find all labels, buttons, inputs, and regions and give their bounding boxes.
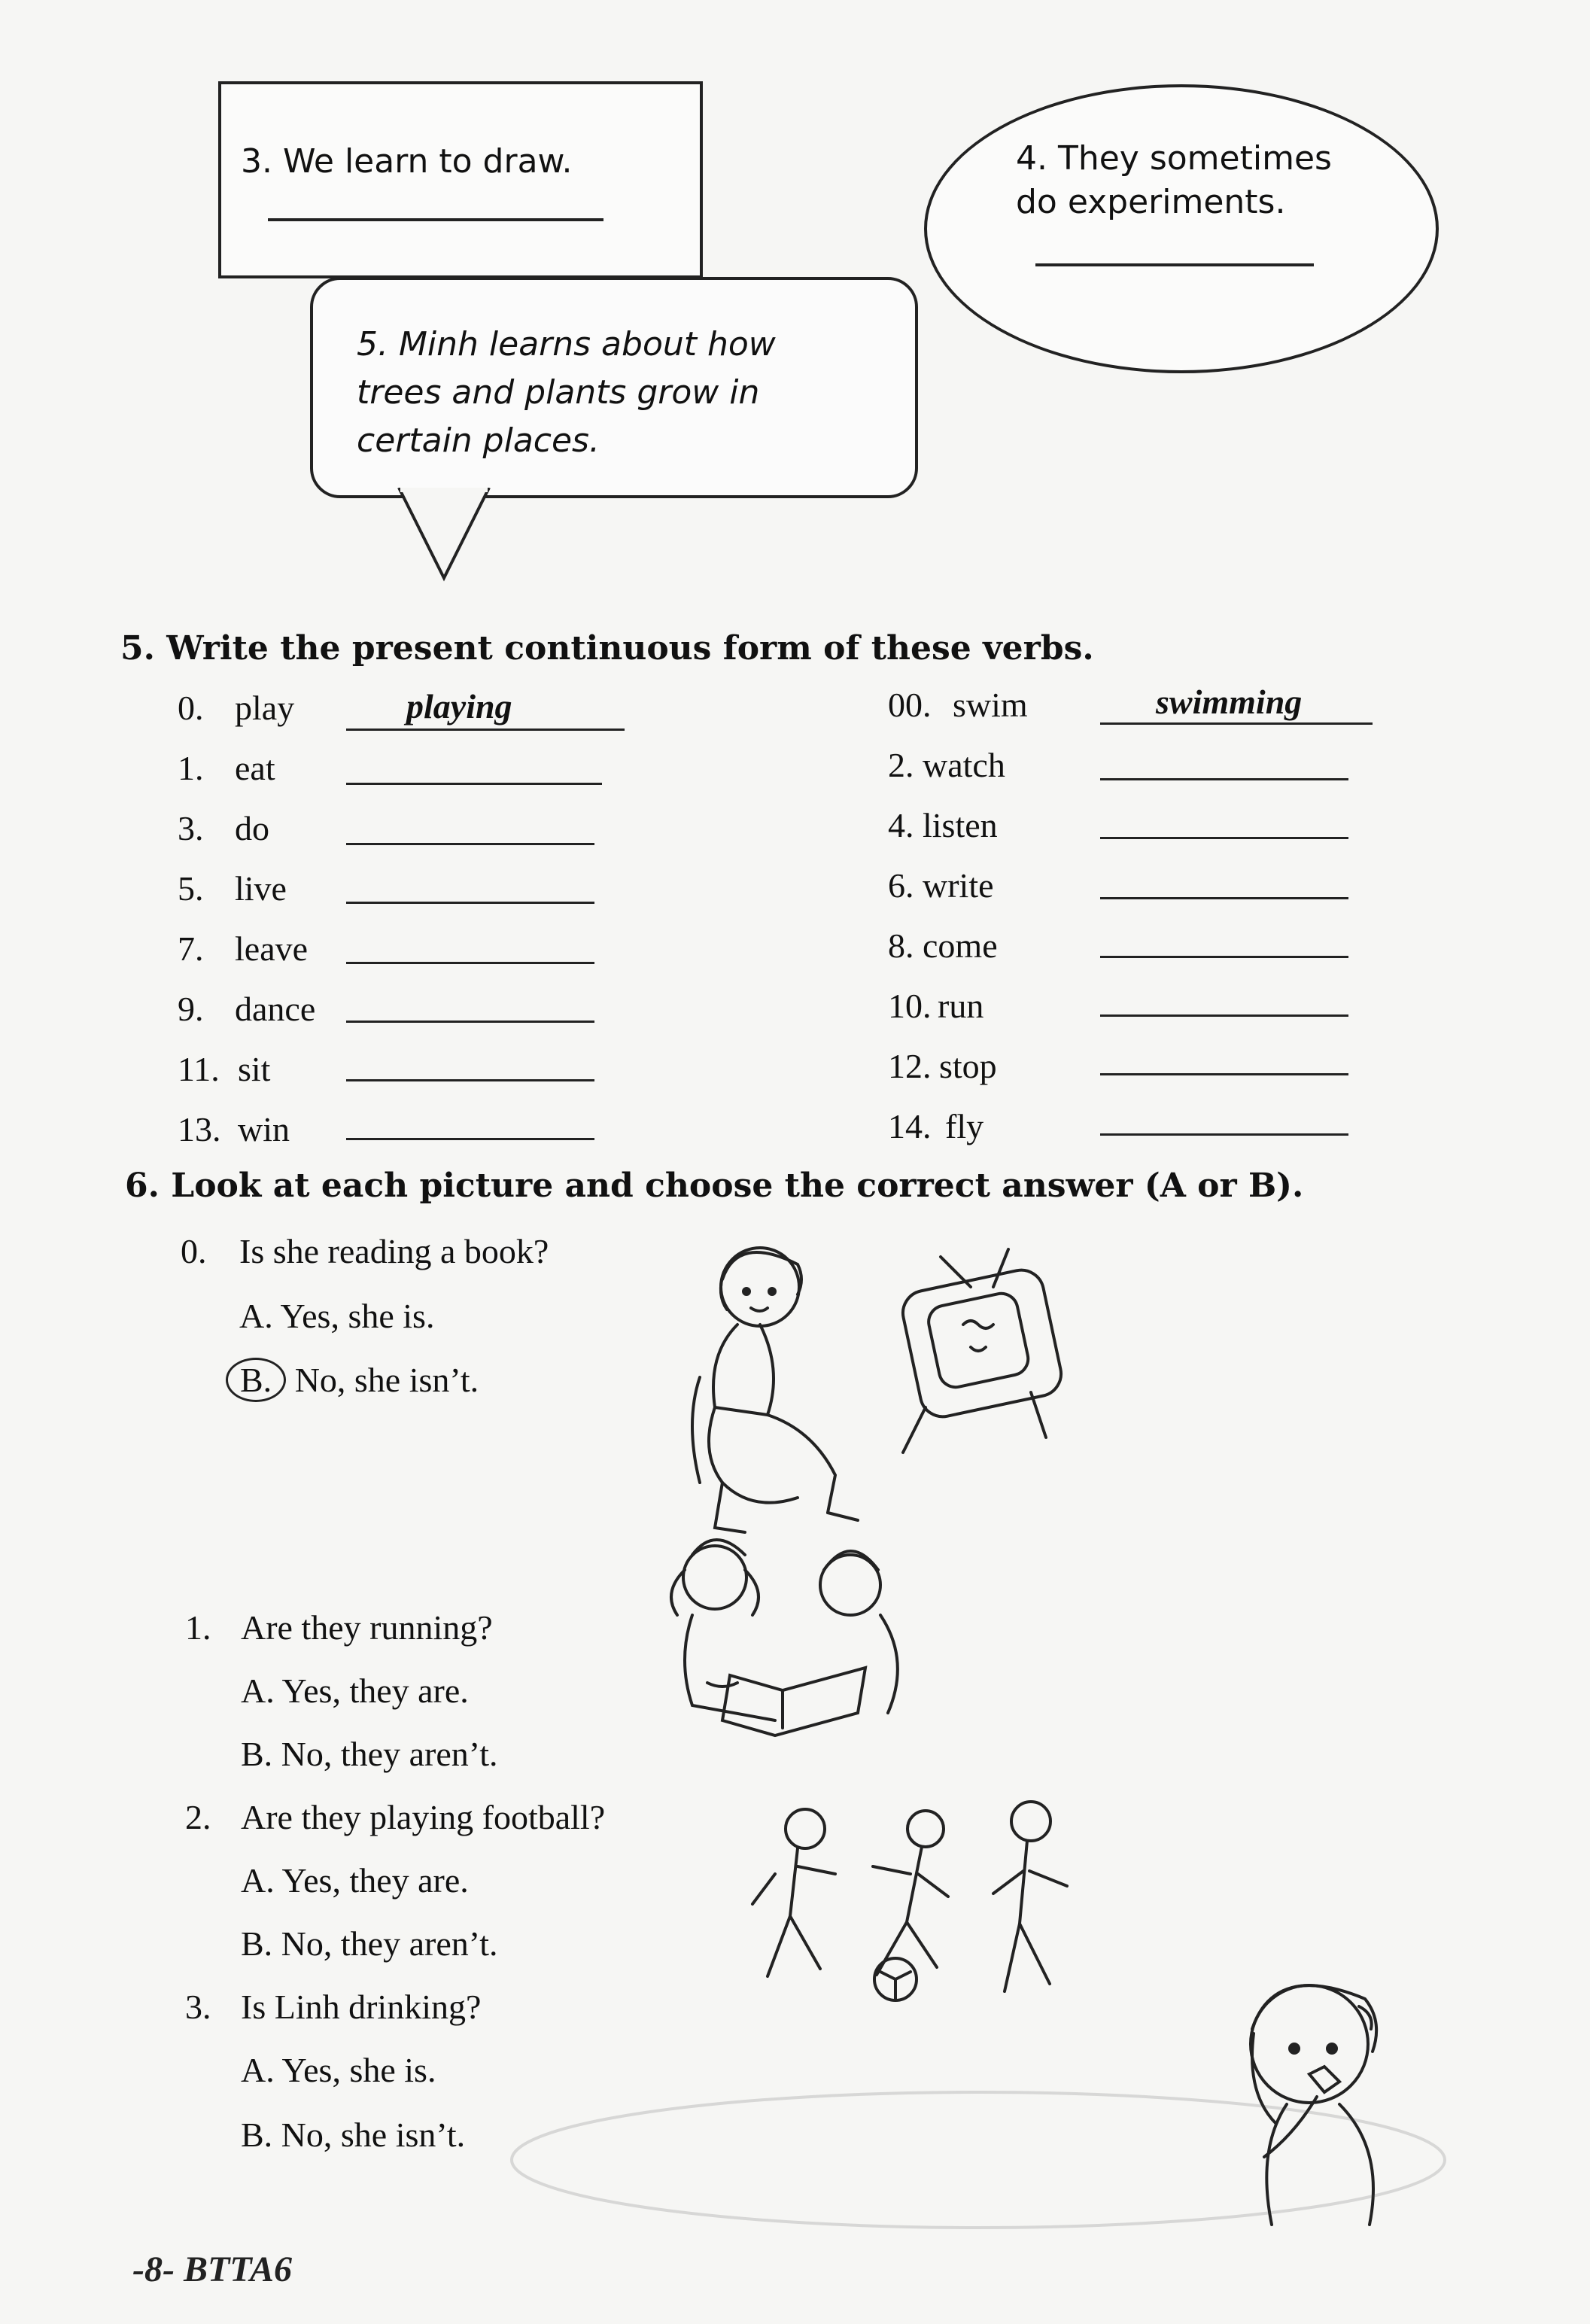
picture-boys-playing-football <box>745 1799 1091 2017</box>
question-2-number: 2. <box>185 1798 211 1836</box>
question-0-option-a[interactable]: A. Yes, she is. <box>239 1297 435 1335</box>
verb-7-leave: leave <box>235 929 309 968</box>
verb-4-number: 4. <box>888 806 914 844</box>
verb-12-stop: stop <box>939 1047 997 1085</box>
page-footer: -8- BTTA6 <box>132 2249 292 2289</box>
question-0-option-b[interactable] <box>239 1358 479 1402</box>
verb-6-blank[interactable] <box>1100 897 1348 899</box>
verb-11-number: 11. <box>178 1050 220 1088</box>
verb-7-blank[interactable] <box>346 962 594 964</box>
verb-3-blank[interactable] <box>346 843 594 845</box>
bubble-3-answer-line[interactable] <box>268 218 603 221</box>
question-1-option-b[interactable]: B. No, they aren’t. <box>241 1735 498 1773</box>
bubble-4-answer-line[interactable] <box>1035 263 1314 266</box>
verb-14-fly: fly <box>945 1107 984 1145</box>
verb-5-blank[interactable] <box>346 902 594 904</box>
verb-14-number: 14. <box>888 1107 932 1145</box>
question-0-number: 0. <box>181 1232 207 1270</box>
verb-0-number: 0. <box>178 689 204 727</box>
question-2-text: Are they playing football? <box>241 1798 606 1836</box>
verb-13-number: 13. <box>178 1110 221 1148</box>
verb-9-blank[interactable] <box>346 1021 594 1023</box>
verb-0-play: play <box>235 689 295 727</box>
question-1-number: 1. <box>185 1608 211 1647</box>
verb-6-number: 6. <box>888 866 914 905</box>
question-2-option-b[interactable]: B. No, they aren’t. <box>241 1924 498 1963</box>
verb-2-blank[interactable] <box>1100 778 1348 780</box>
verb-3-do: do <box>235 809 269 847</box>
verb-5-live: live <box>235 869 287 908</box>
verb-4-blank[interactable] <box>1100 837 1348 839</box>
question-1-text: Are they running? <box>241 1608 493 1647</box>
verb-1-blank[interactable] <box>346 783 602 785</box>
verb-10-run: run <box>938 987 984 1025</box>
verb-13-blank[interactable] <box>346 1138 594 1140</box>
verb-11-blank[interactable] <box>346 1079 594 1081</box>
bubble-5-text: 5. Minh learns about how trees and plants grow in certain places. <box>357 325 776 460</box>
bubble-4-text: 4. They sometimes do experiments. <box>1016 139 1332 221</box>
verb-4-listen: listen <box>923 806 998 844</box>
verb-8-number: 8. <box>888 926 914 965</box>
verb-9-number: 9. <box>178 990 204 1028</box>
question-0-option-b-text: No, she isn’t. <box>294 1361 479 1399</box>
question-3-text: Is Linh drinking? <box>241 1988 482 2026</box>
section-6-title: 6. Look at each picture and choose the correct answer (A or B). <box>125 1167 1304 1205</box>
verb-2-watch: watch <box>923 746 1005 784</box>
verb-10-number: 10. <box>888 987 932 1025</box>
verb-7-number: 7. <box>178 929 204 968</box>
verb-9-dance: dance <box>235 990 316 1028</box>
question-3-option-b[interactable]: B. No, she isn’t. <box>241 2116 466 2154</box>
verb-0-blank[interactable] <box>346 729 625 731</box>
verb-00-answer: swimming <box>1156 683 1303 721</box>
verb-1-number: 1. <box>178 749 204 787</box>
verb-8-blank[interactable] <box>1100 956 1348 958</box>
verb-2-number: 2. <box>888 746 914 784</box>
question-3-option-a[interactable]: A. Yes, she is. <box>241 2051 436 2089</box>
verb-8-come: come <box>923 926 998 965</box>
speech-bubble-4 <box>924 84 1439 373</box>
verb-11-sit: sit <box>238 1050 271 1088</box>
picture-children-reading <box>662 1525 918 1751</box>
verb-3-number: 3. <box>178 809 204 847</box>
verb-10-blank[interactable] <box>1100 1014 1348 1017</box>
question-1-option-a[interactable]: A. Yes, they are. <box>241 1672 469 1710</box>
verb-1-eat: eat <box>235 749 275 787</box>
bubble-3-text: 3. We learn to draw. <box>241 142 573 181</box>
verb-00-blank[interactable] <box>1100 722 1373 725</box>
verb-00-swim: swim <box>953 686 1028 724</box>
picture-girl-watching-tv <box>677 1227 1099 1550</box>
verb-12-number: 12. <box>888 1047 932 1085</box>
verb-12-blank[interactable] <box>1100 1073 1348 1075</box>
question-2-option-a[interactable]: A. Yes, they are. <box>241 1861 469 1900</box>
verb-00-number: 00. <box>888 686 932 724</box>
question-0-text: Is she reading a book? <box>239 1232 549 1270</box>
verb-6-write: write <box>923 866 994 905</box>
selected-answer-circle: B. <box>226 1358 286 1402</box>
verb-14-blank[interactable] <box>1100 1133 1348 1136</box>
section-5-title: 5. Write the present continuous form of these verbs. <box>120 629 1094 668</box>
verb-13-win: win <box>238 1110 290 1148</box>
bubble-5-tail <box>391 488 512 586</box>
bleed-through-oval <box>497 2085 1460 2235</box>
verb-5-number: 5. <box>178 869 204 908</box>
question-3-number: 3. <box>185 1988 211 2026</box>
verb-0-answer: playing <box>406 687 512 725</box>
